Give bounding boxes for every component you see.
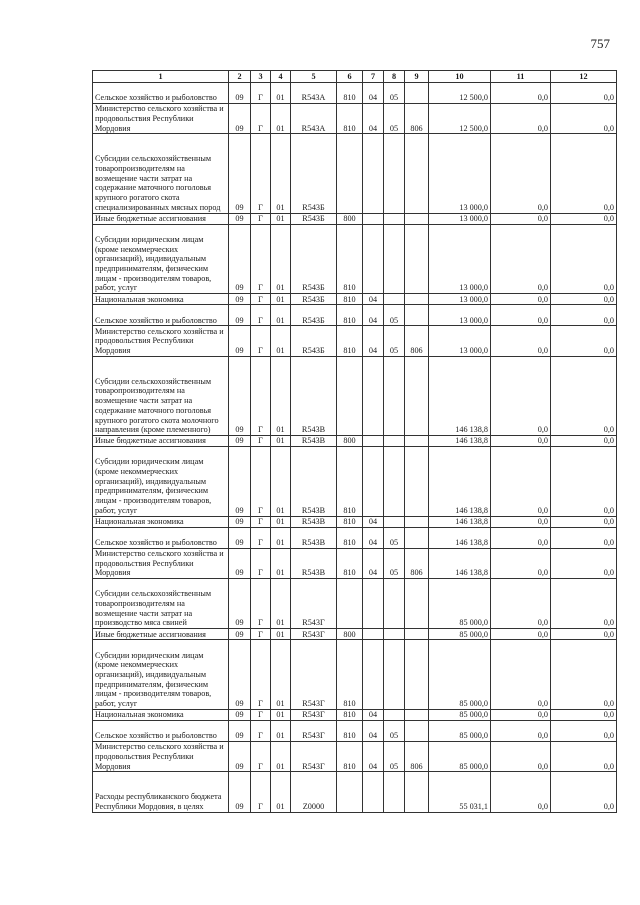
- table-cell: 04: [363, 720, 384, 741]
- table-cell: Г: [251, 213, 271, 224]
- table-cell: 09: [229, 224, 251, 293]
- table-cell: 04: [363, 83, 384, 104]
- table-row: [93, 103, 617, 134]
- table-cell: 810: [337, 516, 363, 527]
- table-cell: R543В: [291, 527, 337, 548]
- table-cell: 05: [384, 741, 405, 772]
- table-row: [93, 134, 617, 213]
- table-cell: [405, 435, 429, 446]
- budget-table: [92, 70, 617, 813]
- table-cell: 0,0: [551, 305, 617, 326]
- table-cell: Г: [251, 629, 271, 640]
- table-cell: 09: [229, 103, 251, 134]
- table-cell: R543В: [291, 447, 337, 516]
- table-row: [93, 447, 617, 516]
- table-cell: 800: [337, 629, 363, 640]
- table-cell: 09: [229, 527, 251, 548]
- table-cell: 810: [337, 447, 363, 516]
- table-cell: 04: [363, 326, 384, 357]
- table-cell: 05: [384, 103, 405, 134]
- table-cell: R543Б: [291, 305, 337, 326]
- table-cell: 09: [229, 294, 251, 305]
- table-cell: 0,0: [491, 516, 551, 527]
- table-cell: 146 138,8: [429, 516, 491, 527]
- table-cell: 810: [337, 709, 363, 720]
- table-cell: R543Б: [291, 294, 337, 305]
- table-row: [93, 640, 617, 709]
- table-cell: [405, 772, 429, 812]
- table-cell: 09: [229, 548, 251, 579]
- table-cell: 0,0: [551, 527, 617, 548]
- table-cell: 0,0: [551, 640, 617, 709]
- table-cell: 810: [337, 548, 363, 579]
- table-cell: R543А: [291, 83, 337, 104]
- table-cell: 05: [384, 326, 405, 357]
- row-name-cell: Национальная экономика: [93, 294, 229, 305]
- table-cell: 0,0: [551, 294, 617, 305]
- table-cell: 0,0: [491, 213, 551, 224]
- table-cell: 0,0: [491, 356, 551, 435]
- table-cell: 13 000,0: [429, 294, 491, 305]
- table-cell: 810: [337, 326, 363, 357]
- row-name-cell: Министерство сельского хозяйства и продовольствия Республики Мордовия: [93, 741, 229, 772]
- table-cell: [384, 772, 405, 812]
- table-row: [93, 294, 617, 305]
- table-cell: 09: [229, 709, 251, 720]
- table-cell: Г: [251, 356, 271, 435]
- table-cell: 13 000,0: [429, 224, 491, 293]
- table-cell: 0,0: [491, 772, 551, 812]
- table-row: [93, 224, 617, 293]
- table-cell: 810: [337, 640, 363, 709]
- table-cell: 0,0: [491, 103, 551, 134]
- column-header: 7: [363, 71, 384, 83]
- table-cell: 810: [337, 720, 363, 741]
- table-cell: 04: [363, 103, 384, 134]
- table-cell: 01: [271, 579, 291, 629]
- table-cell: 01: [271, 741, 291, 772]
- table-header-row: [93, 71, 617, 83]
- table-cell: 09: [229, 326, 251, 357]
- row-name-cell: Субсидии сельскохозяйственным товаропроизводителям на возмещение части затрат на содержание маточного поголовья крупного рогатого скота молочного направления (кроме племенного): [93, 356, 229, 435]
- table-cell: [384, 356, 405, 435]
- table-cell: 09: [229, 305, 251, 326]
- table-cell: 800: [337, 435, 363, 446]
- table-cell: 0,0: [551, 447, 617, 516]
- table-cell: 806: [405, 326, 429, 357]
- table-cell: R543В: [291, 516, 337, 527]
- table-cell: 810: [337, 527, 363, 548]
- table-cell: R543Г: [291, 629, 337, 640]
- table-cell: R543Г: [291, 579, 337, 629]
- table-cell: Г: [251, 527, 271, 548]
- table-cell: [363, 772, 384, 812]
- table-cell: 09: [229, 356, 251, 435]
- table-cell: 09: [229, 640, 251, 709]
- table-cell: 0,0: [551, 629, 617, 640]
- row-name-cell: Сельское хозяйство и рыболовство: [93, 720, 229, 741]
- table-cell: Z0000: [291, 772, 337, 812]
- table-cell: 146 138,8: [429, 356, 491, 435]
- table-cell: Г: [251, 435, 271, 446]
- row-name-cell: Национальная экономика: [93, 709, 229, 720]
- table-cell: 0,0: [551, 772, 617, 812]
- table-row: [93, 772, 617, 812]
- table-cell: 09: [229, 435, 251, 446]
- table-cell: 01: [271, 629, 291, 640]
- table-cell: 13 000,0: [429, 305, 491, 326]
- table-cell: R543Г: [291, 640, 337, 709]
- table-cell: 0,0: [491, 435, 551, 446]
- table-cell: [405, 447, 429, 516]
- table-cell: 05: [384, 548, 405, 579]
- table-cell: [337, 579, 363, 629]
- table-cell: 810: [337, 103, 363, 134]
- table-cell: 04: [363, 516, 384, 527]
- table-cell: 04: [363, 709, 384, 720]
- table-cell: 810: [337, 294, 363, 305]
- column-header: 8: [384, 71, 405, 83]
- column-header: 3: [251, 71, 271, 83]
- table-cell: 0,0: [551, 516, 617, 527]
- table-cell: 146 138,8: [429, 527, 491, 548]
- table-cell: 01: [271, 720, 291, 741]
- table-cell: 09: [229, 772, 251, 812]
- table-row: [93, 326, 617, 357]
- table-cell: 85 000,0: [429, 640, 491, 709]
- table-cell: 01: [271, 83, 291, 104]
- row-name-cell: Субсидии юридическим лицам (кроме некоммерческих организаций), индивидуальным предпринимателям, физическим лицам - производителям товаров, работ, услуг: [93, 640, 229, 709]
- column-header: 2: [229, 71, 251, 83]
- table-cell: Г: [251, 224, 271, 293]
- table-cell: [405, 516, 429, 527]
- table-cell: 01: [271, 772, 291, 812]
- table-cell: Г: [251, 772, 271, 812]
- table-cell: [384, 447, 405, 516]
- table-cell: R543Б: [291, 134, 337, 213]
- table-cell: 13 000,0: [429, 213, 491, 224]
- table-cell: 12 500,0: [429, 103, 491, 134]
- table-row: [93, 356, 617, 435]
- table-cell: 04: [363, 741, 384, 772]
- table-cell: 0,0: [551, 435, 617, 446]
- table-cell: Г: [251, 447, 271, 516]
- row-name-cell: Субсидии сельскохозяйственным товаропроизводителям на возмещение части затрат на содержание маточного поголовья крупного рогатого скота специализированных мясных пород: [93, 134, 229, 213]
- table-cell: 0,0: [491, 709, 551, 720]
- table-cell: 85 000,0: [429, 709, 491, 720]
- table-cell: 13 000,0: [429, 134, 491, 213]
- table-cell: 09: [229, 134, 251, 213]
- column-header: 6: [337, 71, 363, 83]
- table-cell: 0,0: [491, 83, 551, 104]
- table-cell: Г: [251, 709, 271, 720]
- table-cell: [405, 527, 429, 548]
- table-cell: [363, 629, 384, 640]
- table-cell: 01: [271, 548, 291, 579]
- row-name-cell: Иные бюджетные ассигнования: [93, 435, 229, 446]
- table-body: [93, 83, 617, 813]
- table-cell: Г: [251, 305, 271, 326]
- table-row: [93, 516, 617, 527]
- table-cell: [405, 83, 429, 104]
- table-cell: R543Б: [291, 213, 337, 224]
- table-cell: R543В: [291, 356, 337, 435]
- table-cell: [405, 640, 429, 709]
- table-row: [93, 709, 617, 720]
- row-name-cell: Сельское хозяйство и рыболовство: [93, 527, 229, 548]
- table-cell: 05: [384, 305, 405, 326]
- table-cell: Г: [251, 640, 271, 709]
- column-header: 10: [429, 71, 491, 83]
- table-cell: 0,0: [491, 741, 551, 772]
- table-cell: 01: [271, 435, 291, 446]
- row-name-cell: Субсидии юридическим лицам (кроме некоммерческих организаций), индивидуальным предпринимателям, физическим лицам - производителям товаров, работ, услуг: [93, 224, 229, 293]
- table-cell: [405, 224, 429, 293]
- table-cell: 810: [337, 305, 363, 326]
- table-cell: 09: [229, 629, 251, 640]
- table-cell: 0,0: [551, 103, 617, 134]
- table-cell: 85 000,0: [429, 629, 491, 640]
- table-row: [93, 213, 617, 224]
- table-cell: R543Г: [291, 709, 337, 720]
- table-row: [93, 720, 617, 741]
- row-name-cell: Министерство сельского хозяйства и продовольствия Республики Мордовия: [93, 326, 229, 357]
- table-cell: 0,0: [491, 579, 551, 629]
- table-cell: [363, 134, 384, 213]
- table-cell: 09: [229, 516, 251, 527]
- row-name-cell: Национальная экономика: [93, 516, 229, 527]
- table-cell: 0,0: [551, 548, 617, 579]
- table-cell: 0,0: [551, 213, 617, 224]
- table-cell: 05: [384, 83, 405, 104]
- table-cell: 0,0: [491, 447, 551, 516]
- table-cell: [384, 516, 405, 527]
- table-cell: 0,0: [491, 548, 551, 579]
- table-cell: [384, 134, 405, 213]
- table-cell: 01: [271, 134, 291, 213]
- table-cell: 55 031,1: [429, 772, 491, 812]
- table-cell: Г: [251, 134, 271, 213]
- table-cell: R543А: [291, 103, 337, 134]
- table-cell: [405, 305, 429, 326]
- row-name-cell: Сельское хозяйство и рыболовство: [93, 305, 229, 326]
- table-cell: 0,0: [491, 640, 551, 709]
- row-name-cell: Иные бюджетные ассигнования: [93, 629, 229, 640]
- table-cell: 09: [229, 83, 251, 104]
- table-cell: 0,0: [491, 527, 551, 548]
- table-cell: 0,0: [551, 709, 617, 720]
- table-cell: 810: [337, 83, 363, 104]
- table-cell: [384, 640, 405, 709]
- table-cell: 01: [271, 326, 291, 357]
- table-cell: [384, 579, 405, 629]
- row-name-cell: Субсидии юридическим лицам (кроме некоммерческих организаций), индивидуальным предпринимателям, физическим лицам - производителям товаров, работ, услуг: [93, 447, 229, 516]
- table-cell: 85 000,0: [429, 579, 491, 629]
- table-cell: Г: [251, 579, 271, 629]
- table-cell: 01: [271, 224, 291, 293]
- table-cell: 0,0: [551, 83, 617, 104]
- row-name-cell: Расходы республиканского бюджета Республики Мордовия, в целях: [93, 772, 229, 812]
- row-name-cell: Министерство сельского хозяйства и продовольствия Республики Мордовия: [93, 548, 229, 579]
- row-name-cell: Иные бюджетные ассигнования: [93, 213, 229, 224]
- table-cell: 0,0: [551, 326, 617, 357]
- column-header: 11: [491, 71, 551, 83]
- table-cell: [337, 356, 363, 435]
- table-cell: [363, 640, 384, 709]
- table-cell: R543В: [291, 435, 337, 446]
- table-cell: 0,0: [551, 720, 617, 741]
- table-cell: 01: [271, 294, 291, 305]
- table-cell: 146 138,8: [429, 548, 491, 579]
- table-cell: 09: [229, 741, 251, 772]
- table-cell: 146 138,8: [429, 447, 491, 516]
- table-cell: [405, 709, 429, 720]
- table-row: [93, 435, 617, 446]
- table-cell: 85 000,0: [429, 720, 491, 741]
- table-cell: 01: [271, 356, 291, 435]
- table-cell: 12 500,0: [429, 83, 491, 104]
- table-cell: 01: [271, 516, 291, 527]
- table-cell: [384, 224, 405, 293]
- table-cell: [337, 772, 363, 812]
- table-cell: 01: [271, 103, 291, 134]
- table-cell: 0,0: [491, 305, 551, 326]
- table-cell: R543Г: [291, 720, 337, 741]
- table-cell: [363, 579, 384, 629]
- table-cell: 01: [271, 640, 291, 709]
- table-cell: [337, 134, 363, 213]
- table-cell: Г: [251, 83, 271, 104]
- table-cell: [363, 435, 384, 446]
- table-cell: 05: [384, 720, 405, 741]
- table-row: [93, 83, 617, 104]
- table-cell: [405, 213, 429, 224]
- table-cell: 0,0: [491, 326, 551, 357]
- table-cell: 05: [384, 527, 405, 548]
- table-row: [93, 527, 617, 548]
- table-cell: 0,0: [551, 134, 617, 213]
- table-cell: 806: [405, 741, 429, 772]
- table-cell: 0,0: [551, 224, 617, 293]
- table-row: [93, 741, 617, 772]
- table-cell: Г: [251, 326, 271, 357]
- table-cell: 09: [229, 447, 251, 516]
- table-cell: Г: [251, 294, 271, 305]
- table-cell: 806: [405, 548, 429, 579]
- table-cell: [384, 294, 405, 305]
- table-cell: [384, 709, 405, 720]
- table-cell: [405, 629, 429, 640]
- column-header: 12: [551, 71, 617, 83]
- table-cell: 85 000,0: [429, 741, 491, 772]
- table-cell: [363, 356, 384, 435]
- table-cell: [405, 720, 429, 741]
- table-cell: 0,0: [491, 294, 551, 305]
- table-cell: Г: [251, 741, 271, 772]
- column-header: 1: [93, 71, 229, 83]
- table-cell: [363, 213, 384, 224]
- row-name-cell: Сельское хозяйство и рыболовство: [93, 83, 229, 104]
- table-cell: 0,0: [491, 224, 551, 293]
- table-cell: 0,0: [491, 720, 551, 741]
- table-cell: [405, 134, 429, 213]
- column-header: 9: [405, 71, 429, 83]
- table-cell: [405, 579, 429, 629]
- table-cell: Г: [251, 720, 271, 741]
- table-cell: 0,0: [551, 356, 617, 435]
- table-cell: 810: [337, 224, 363, 293]
- table-cell: [405, 294, 429, 305]
- table-cell: [405, 356, 429, 435]
- table-cell: R543Б: [291, 326, 337, 357]
- table-cell: 810: [337, 741, 363, 772]
- row-name-cell: Министерство сельского хозяйства и продовольствия Республики Мордовия: [93, 103, 229, 134]
- table-cell: R543Б: [291, 224, 337, 293]
- table-cell: R543Г: [291, 741, 337, 772]
- table-cell: 13 000,0: [429, 326, 491, 357]
- table-cell: 04: [363, 294, 384, 305]
- table-cell: Г: [251, 516, 271, 527]
- table-cell: 0,0: [491, 629, 551, 640]
- table-row: [93, 579, 617, 629]
- table-cell: 0,0: [551, 741, 617, 772]
- table-cell: R543В: [291, 548, 337, 579]
- column-header: 5: [291, 71, 337, 83]
- table-cell: [384, 213, 405, 224]
- table-cell: 01: [271, 305, 291, 326]
- table-cell: Г: [251, 103, 271, 134]
- table-cell: 09: [229, 720, 251, 741]
- page-number: 757: [590, 36, 610, 51]
- table-cell: 146 138,8: [429, 435, 491, 446]
- table-cell: 806: [405, 103, 429, 134]
- table-row: [93, 629, 617, 640]
- table-cell: [363, 224, 384, 293]
- table-cell: 01: [271, 447, 291, 516]
- table-cell: 01: [271, 213, 291, 224]
- table-cell: 04: [363, 527, 384, 548]
- table-cell: 09: [229, 213, 251, 224]
- table-cell: [384, 435, 405, 446]
- table-cell: 01: [271, 527, 291, 548]
- column-header: 4: [271, 71, 291, 83]
- table-cell: 09: [229, 579, 251, 629]
- table-cell: 04: [363, 548, 384, 579]
- row-name-cell: Субсидии сельскохозяйственным товаропроизводителям на возмещение части затрат на производство мяса свиней: [93, 579, 229, 629]
- table-cell: 04: [363, 305, 384, 326]
- table-cell: 01: [271, 709, 291, 720]
- table-row: [93, 548, 617, 579]
- table-cell: [384, 629, 405, 640]
- table-row: [93, 305, 617, 326]
- table-cell: [363, 447, 384, 516]
- table-cell: Г: [251, 548, 271, 579]
- table-cell: 0,0: [551, 579, 617, 629]
- table-cell: 0,0: [491, 134, 551, 213]
- table-cell: 800: [337, 213, 363, 224]
